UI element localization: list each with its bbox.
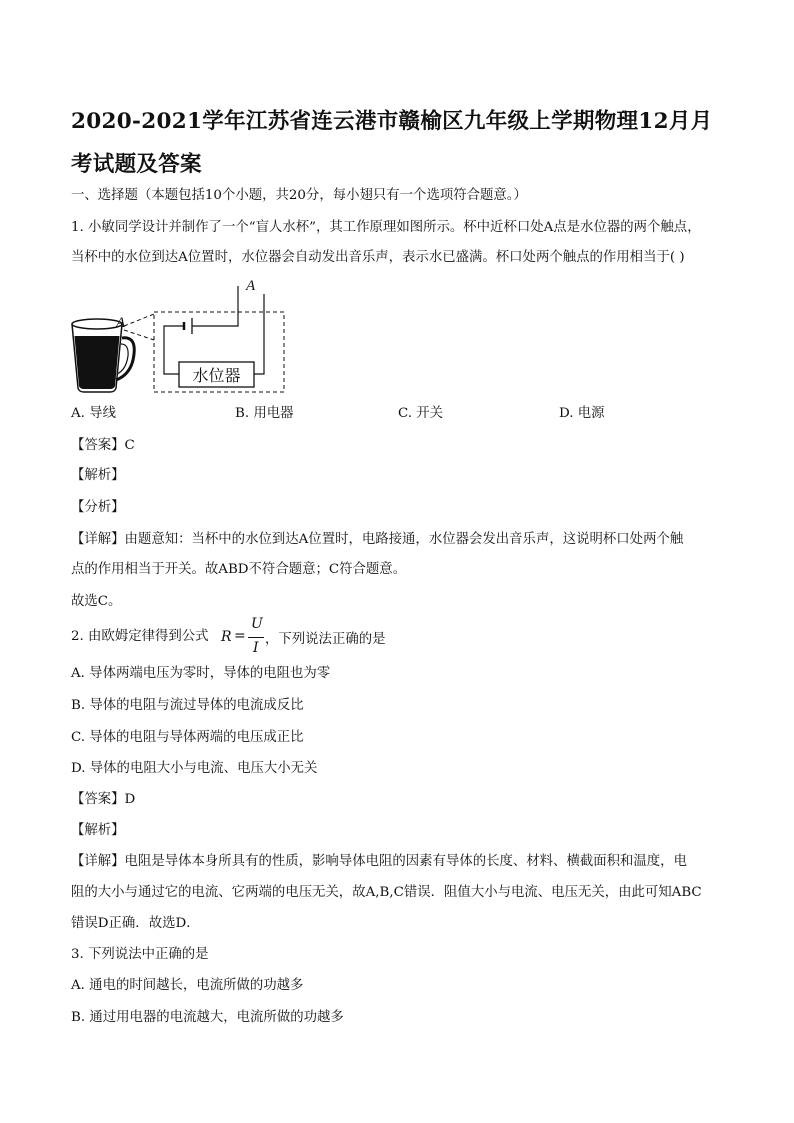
- cup-circuit-figure: [66, 278, 296, 400]
- q2-option-c: C. 导体的电阻与导体两端的电压成正比: [71, 730, 304, 745]
- q1-detail-line2: 点的作用相当于开关。故ABD不符合题意；C符合题意。: [71, 562, 407, 577]
- water-level-device-label: 水位器: [192, 366, 241, 385]
- q2-detail-line1: 【详解】电阻是导体本身所具有的性质，影响导体电阻的因素有导体的长度、材料、横截面积和温度，电: [71, 854, 687, 869]
- formula-denominator: I: [253, 640, 259, 656]
- ohm-formula: [221, 616, 265, 666]
- q3-stem: 3. 下列说法中正确的是: [71, 947, 209, 962]
- q3-option-b: B. 通过用电器的电流越大，电流所做的功越多: [71, 1010, 344, 1025]
- circuit-wires: [164, 286, 264, 374]
- q1-stem-line1: 1. 小敏同学设计并制作了一个“盲人水杯”，其工作原理如图所示。杯中近杯口处A点是水位器的两个触点，: [71, 220, 701, 235]
- q2-stem-pre: 2. 由欧姆定律得到公式: [71, 629, 209, 644]
- q1-option-a: A. 导线: [71, 406, 116, 421]
- q1-fenxi-heading: 【分析】: [71, 500, 125, 515]
- q1-answer: 【答案】C: [71, 438, 135, 453]
- formula-lhs: R: [221, 629, 232, 645]
- label-a-cup: A: [116, 315, 126, 331]
- q2-option-a: A. 导体两端电压为零时，导体的电阻也为零: [71, 666, 331, 681]
- q2-detail-line3: 错误D正确．故选D．: [71, 916, 200, 931]
- fraction-bar: [248, 637, 264, 638]
- label-a-top: A: [246, 278, 256, 294]
- q1-option-d: D. 电源: [559, 406, 605, 421]
- dashed-leader-top: [124, 314, 154, 326]
- q1-detail-line1: 【详解】由题意知：当杯中的水位到达A位置时，电路接通，水位器会发出音乐声，这说明杯口处两个触: [71, 532, 684, 547]
- q3-option-a: A. 通电的时间越长，电流所做的功越多: [71, 978, 304, 993]
- q2-detail-line2: 阻的大小与通过它的电流、它两端的电压无关，故A,B,C错误．阻值大小与电流、电压无关，由此可知ABC: [71, 885, 702, 900]
- formula-numerator: U: [251, 616, 263, 632]
- q2-option-d: D. 导体的电阻大小与电流、电压大小无关: [71, 761, 318, 776]
- q1-analysis-heading: 【解析】: [71, 468, 125, 483]
- formula-equals: =: [234, 628, 246, 644]
- q1-option-c: C. 开关: [398, 406, 444, 421]
- q1-stem-line2: 当杯中的水位到达A位置时，水位器会自动发出音乐声，表示水已盛满。杯口处两个触点的作用相当于( ): [71, 250, 685, 265]
- q2-analysis-heading: 【解析】: [71, 823, 125, 838]
- q2-answer: 【答案】D: [71, 792, 136, 807]
- q1-conclusion: 故选C。: [71, 594, 122, 609]
- section-heading: 一、选择题（本题包括10个小题，共20分，每小翅只有一个选项符合题意。）: [71, 188, 527, 203]
- q2-stem-post: ，下列说法正确的是: [265, 632, 386, 647]
- q2-option-b: B. 导体的电阻与流过导体的电流成反比: [71, 698, 304, 713]
- document-title: 2020-2021学年江苏省连云港市赣榆区九年级上学期物理12月月考试题及答案: [71, 109, 713, 177]
- q1-option-b: B. 用电器: [235, 406, 294, 421]
